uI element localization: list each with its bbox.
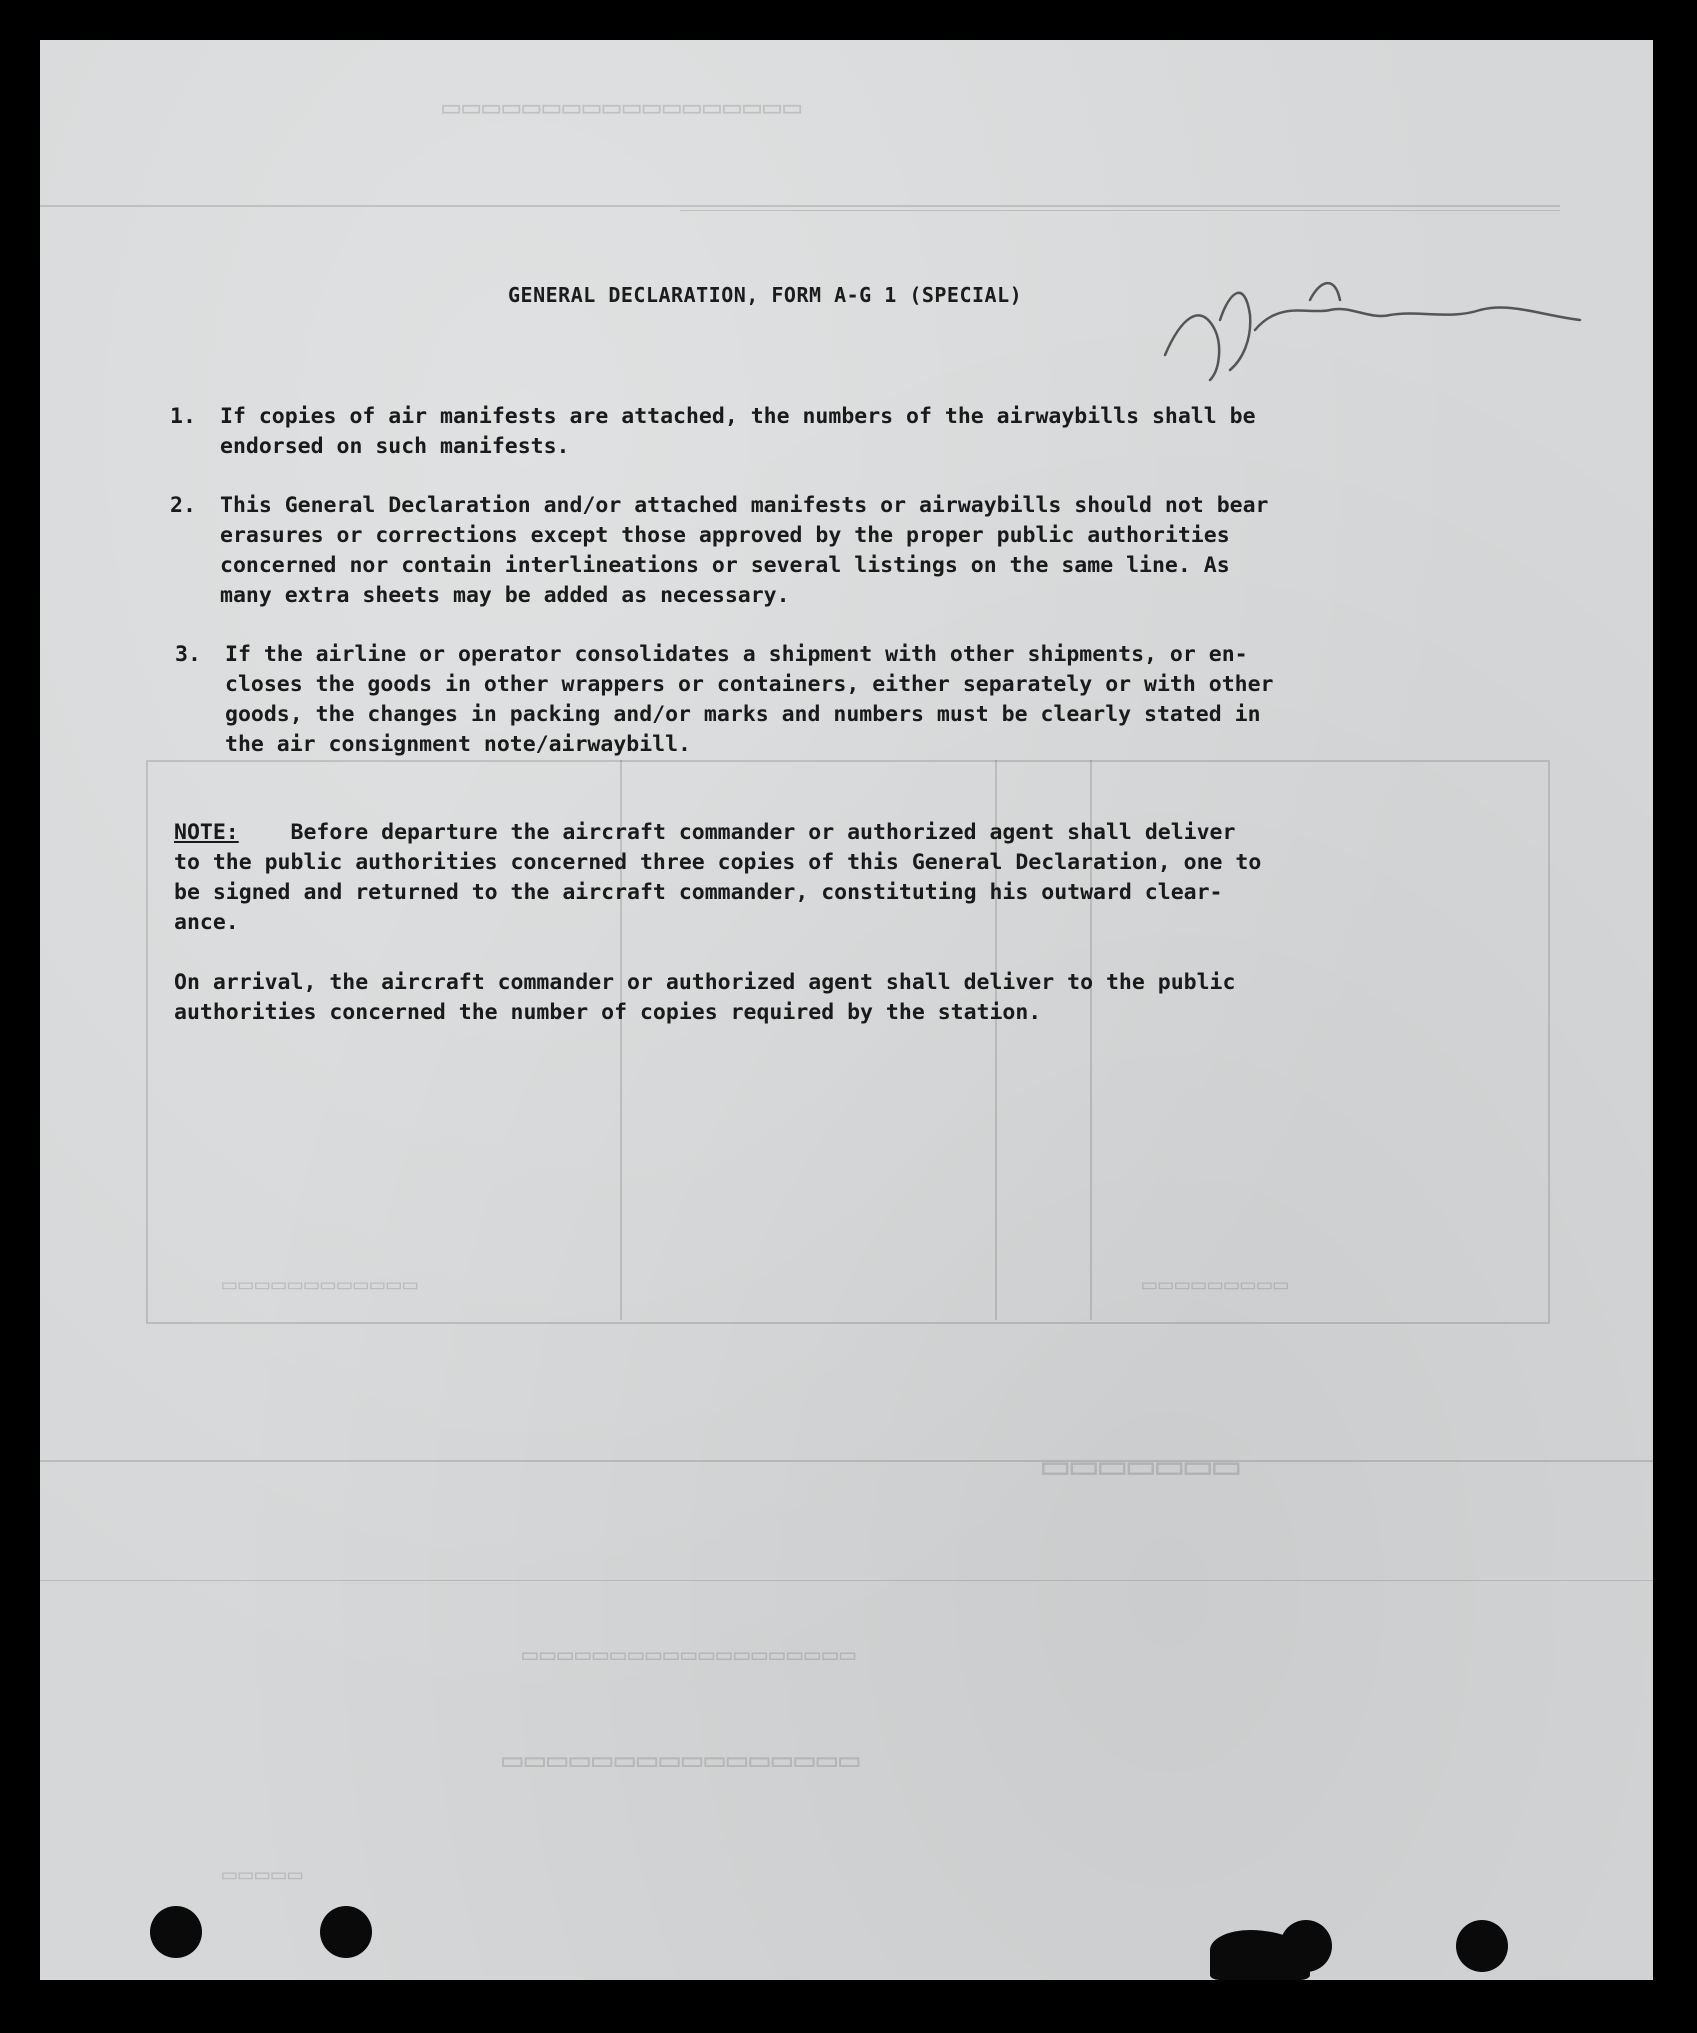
ghost-text: ▭▭▭▭▭ bbox=[220, 1860, 303, 1888]
ghost-text: ▭▭▭▭▭▭▭▭▭▭▭▭▭▭▭▭▭▭▭ bbox=[520, 1640, 856, 1670]
item-number: 1. bbox=[170, 404, 196, 429]
note-first-line-text: Before departure the aircraft commander or authorized agent shall deliver bbox=[238, 820, 1236, 845]
item-line: If the airline or operator consolidates a shipment with other shipments, or en- bbox=[225, 642, 1248, 667]
note-line: to the public authorities concerned three copies of this General Declaration, one to bbox=[174, 850, 1262, 875]
ghost-text: ▭▭▭▭▭▭▭▭▭▭▭▭ bbox=[220, 1270, 418, 1298]
punch-hole bbox=[150, 1906, 202, 1958]
item-line: closes the goods in other wrappers or containers, either separately or with other bbox=[225, 672, 1274, 697]
punch-hole bbox=[1456, 1920, 1508, 1972]
item-line: goods, the changes in packing and/or marks and numbers must be clearly stated in bbox=[225, 702, 1261, 727]
document-content bbox=[40, 40, 1653, 1980]
item-text bbox=[220, 491, 1490, 611]
note-first-line bbox=[174, 818, 1261, 848]
item-line: This General Declaration and/or attached manifests or airwaybills should not bear bbox=[220, 493, 1269, 518]
item-text bbox=[225, 640, 1495, 760]
item-line: the air consignment note/airwaybill. bbox=[225, 732, 691, 757]
ghost-text: ▭▭▭▭▭▭▭▭▭▭▭▭▭▭▭▭ bbox=[500, 1740, 860, 1780]
item-line: concerned nor contain interlineations or several listings on the same line. As bbox=[220, 553, 1230, 578]
handwritten-signature bbox=[1160, 260, 1600, 400]
item-number: 2. bbox=[170, 493, 196, 518]
item-line: If copies of air manifests are attached, the numbers of the airwaybills shall be bbox=[220, 404, 1256, 429]
arrival-line: On arrival, the aircraft commander or authorized agent shall deliver to the public bbox=[174, 970, 1236, 995]
punch-hole bbox=[320, 1906, 372, 1958]
note-line: ance. bbox=[174, 910, 239, 935]
item-number: 3. bbox=[175, 642, 201, 667]
note-line: be signed and returned to the aircraft commander, constituting his outward clear- bbox=[174, 880, 1223, 905]
item-text bbox=[220, 402, 1490, 462]
arrival-section bbox=[174, 968, 1235, 1028]
document-page bbox=[40, 40, 1653, 1980]
document-title: GENERAL DECLARATION, FORM A-G 1 (SPECIAL) bbox=[508, 283, 1023, 307]
item-line: endorsed on such manifests. bbox=[220, 434, 570, 459]
ghost-text: ▭▭▭▭▭▭▭▭▭ bbox=[1140, 1270, 1289, 1298]
item-line: many extra sheets may be added as necessary. bbox=[220, 583, 790, 608]
ghost-text: ▭▭▭▭▭▭▭ bbox=[1040, 1440, 1240, 1491]
note-section bbox=[174, 818, 1261, 938]
item-line: erasures or corrections except those approved by the proper public authorities bbox=[220, 523, 1230, 548]
note-label: NOTE: bbox=[174, 820, 239, 845]
ghost-text: ▭▭▭▭▭▭▭▭▭▭▭▭▭▭▭▭▭▭ bbox=[440, 90, 802, 125]
arrival-line: authorities concerned the number of copies required by the station. bbox=[174, 1000, 1042, 1025]
